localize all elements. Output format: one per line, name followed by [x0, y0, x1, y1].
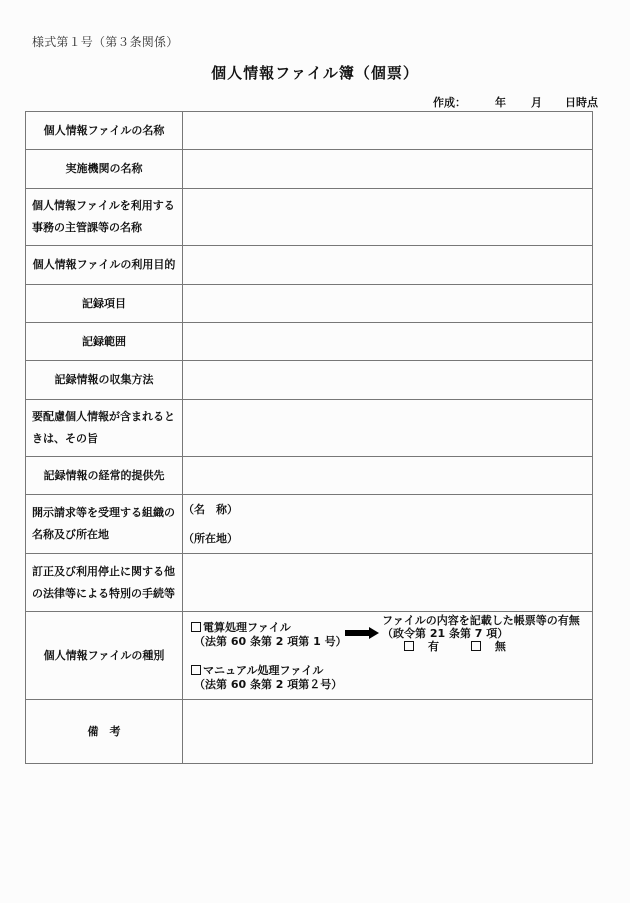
table-row — [26, 323, 593, 361]
ledger-yes-option[interactable] — [404, 640, 453, 653]
field-label: 要配慮個人情報が含まれるときは、その旨 — [26, 400, 183, 457]
ledger-basis: （政令第 21 条第 7 項） — [382, 627, 509, 640]
created-year-label: 年 — [495, 96, 506, 109]
checkbox-icon[interactable] — [191, 622, 201, 632]
checkbox-icon[interactable] — [191, 665, 201, 675]
field-label: 記録範囲 — [26, 323, 183, 361]
file-type-option-manual[interactable] — [191, 664, 342, 692]
created-label: 作成： — [433, 96, 466, 109]
record-scope-field[interactable] — [183, 323, 593, 361]
field-label: 個人情報ファイルの利用目的 — [26, 246, 183, 285]
file-name-field[interactable] — [183, 112, 593, 150]
field-label: 開示請求等を受理する組織の名称及び所在地 — [26, 495, 183, 554]
table-row — [26, 554, 593, 612]
sensitive-info-field[interactable] — [183, 400, 593, 457]
field-label: 記録項目 — [26, 285, 183, 323]
regular-recipient-field[interactable] — [183, 457, 593, 495]
checkbox-icon[interactable] — [471, 641, 481, 651]
option-label: 電算処理ファイル — [203, 621, 291, 634]
collection-method-field[interactable] — [183, 361, 593, 400]
created-month-label: 月 — [531, 96, 542, 109]
legal-basis: （法第 60 条第 2 項第 1 号） — [194, 635, 347, 648]
option-label: 有 — [428, 640, 439, 653]
ledger-no-option[interactable] — [471, 640, 520, 653]
ledger-title: ファイルの内容を記載した帳票等の有無 — [382, 614, 580, 627]
option-label: マニュアル処理ファイル — [203, 664, 324, 677]
form-number: 様式第１号（第３条関係） — [32, 35, 179, 49]
responsible-section-field[interactable] — [183, 189, 593, 246]
office-name-field[interactable]: （名 称） — [183, 503, 238, 516]
created-day-time-label: 日時点 — [565, 96, 598, 109]
field-label: 実施機関の名称 — [26, 150, 183, 189]
file-type-cell — [183, 612, 593, 700]
legal-basis: （法第 60 条第 2 項第２号） — [194, 678, 343, 691]
record-items-field[interactable] — [183, 285, 593, 323]
personal-info-file-register-table — [25, 111, 593, 764]
table-row — [26, 246, 593, 285]
field-label: 個人情報ファイルを利用する事務の主管課等の名称 — [26, 189, 183, 246]
table-row — [26, 189, 593, 246]
table-row — [26, 400, 593, 457]
field-label: 記録情報の経常的提供先 — [26, 457, 183, 495]
file-type-option-electronic[interactable] — [191, 621, 347, 649]
remarks-field[interactable] — [183, 700, 593, 764]
created-date-line — [433, 94, 598, 110]
option-label: 無 — [494, 640, 506, 653]
table-row — [26, 150, 593, 189]
special-procedures-field[interactable] — [183, 554, 593, 612]
table-row — [26, 285, 593, 323]
field-label: 訂正及び利用停止に関する他の法律等による特別の手続等 — [26, 554, 183, 612]
ledger-existence-block — [382, 614, 580, 653]
table-row — [26, 361, 593, 400]
table-row — [26, 495, 593, 554]
table-row — [26, 112, 593, 150]
office-address-field[interactable]: （所在地） — [183, 532, 238, 545]
agency-name-field[interactable] — [183, 150, 593, 189]
field-label: 個人情報ファイルの種別 — [26, 612, 183, 700]
disclosure-office-cell — [183, 495, 593, 554]
table-row — [26, 700, 593, 764]
field-label: 備 考 — [26, 700, 183, 764]
table-row — [26, 612, 593, 700]
field-label: 記録情報の収集方法 — [26, 361, 183, 400]
field-label: 個人情報ファイルの名称 — [26, 112, 183, 150]
purpose-field[interactable] — [183, 246, 593, 285]
arrow-right-icon — [345, 627, 379, 639]
page-title: 個人情報ファイル簿（個票） — [211, 64, 419, 82]
table-row — [26, 457, 593, 495]
checkbox-icon[interactable] — [404, 641, 414, 651]
